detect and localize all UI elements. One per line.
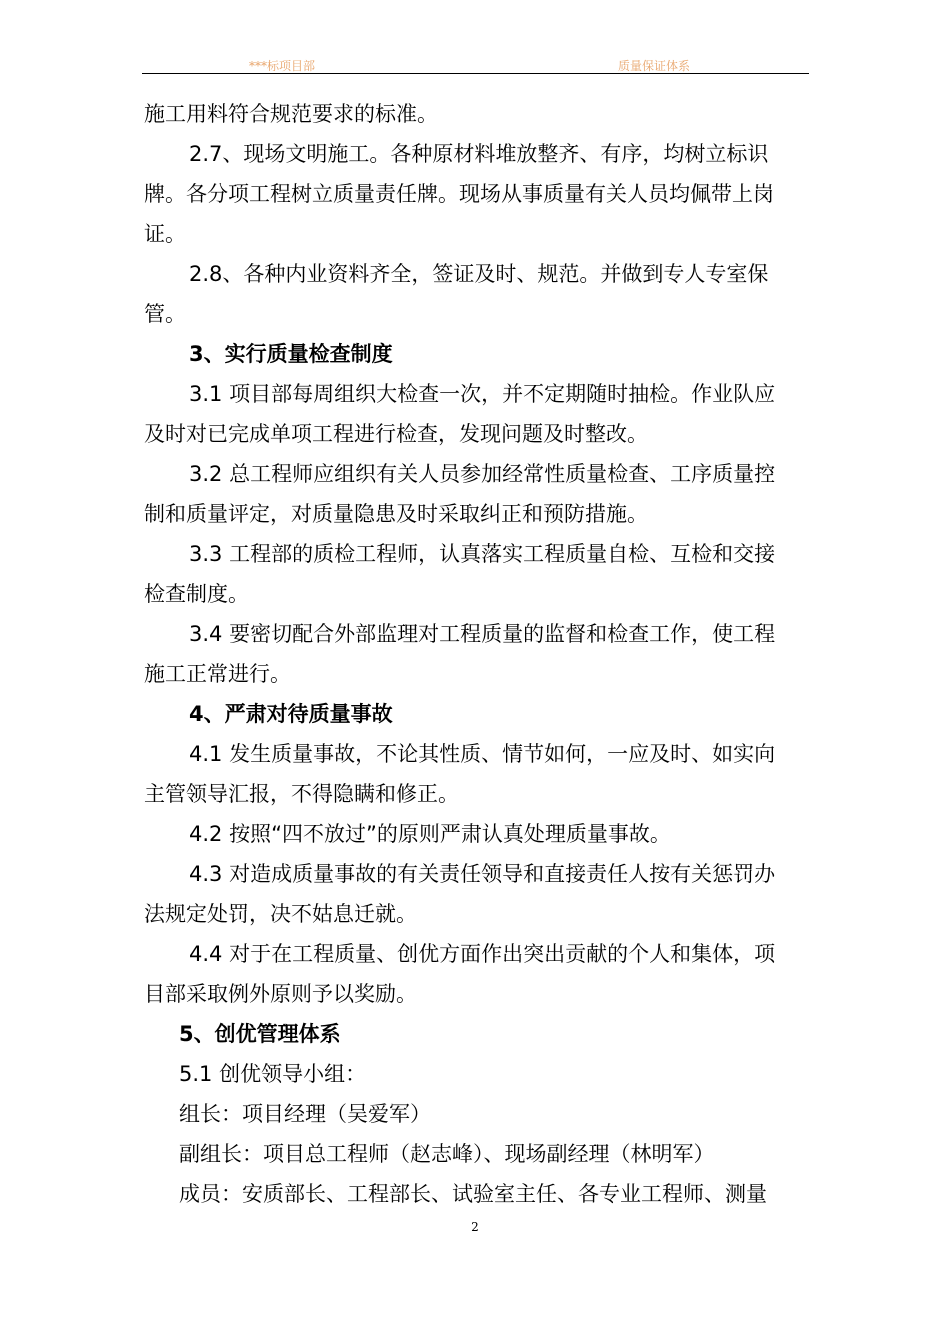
paragraph-line: 制和质量评定，对质量隐患及时采取纠正和预防措施。 xyxy=(144,502,648,526)
paragraph-line: 3.3 工程部的质检工程师，认真落实工程质量自检、互检和交接 xyxy=(189,542,776,566)
paragraph-line: 施工正常进行。 xyxy=(144,662,291,686)
page-number: 2 xyxy=(471,1220,479,1234)
paragraph-line: 5.1 创优领导小组： xyxy=(179,1062,367,1086)
paragraph-line: 3.1 项目部每周组织大检查一次，并不定期随时抽检。作业队应 xyxy=(189,382,776,406)
paragraph-line: 目部采取例外原则予以奖励。 xyxy=(144,982,417,1006)
section-heading: 4、严肃对待质量事故 xyxy=(189,702,393,726)
section-heading: 5、创优管理体系 xyxy=(179,1022,341,1046)
paragraph-line: 3.4 要密切配合外部监理对工程质量的监督和检查工作，使工程 xyxy=(189,622,776,646)
document-body xyxy=(144,94,808,1214)
paragraph-line: 2.8、各种内业资料齐全，签证及时、规范。并做到专人专室保 xyxy=(189,262,769,286)
paragraph-line: 成员：安质部长、工程部长、试验室主任、各专业工程师、测量 xyxy=(179,1182,767,1206)
paragraph-line: 施工用料符合规范要求的标准。 xyxy=(144,102,438,126)
paragraph-line: 管。 xyxy=(144,302,186,326)
paragraph-line: 主管领导汇报，不得隐瞒和修正。 xyxy=(144,782,459,806)
paragraph-line: 3.2 总工程师应组织有关人员参加经常性质量检查、工序质量控 xyxy=(189,462,776,486)
section-heading: 3、实行质量检查制度 xyxy=(189,342,393,366)
paragraph-line: 副组长：项目总工程师（赵志峰）、现场副经理（林明军） xyxy=(179,1142,715,1166)
header-document-title: 质量保证体系 xyxy=(618,59,691,73)
paragraph-line: 牌。各分项工程树立质量责任牌。现场从事质量有关人员均佩带上岗 xyxy=(144,182,774,206)
paragraph-line: 组长：项目经理（吴爱军） xyxy=(179,1102,431,1126)
header-project-name: ***标项目部 xyxy=(249,59,316,73)
page-header xyxy=(142,55,809,74)
paragraph-line: 4.3 对造成质量事故的有关责任领导和直接责任人按有关惩罚办 xyxy=(189,862,776,886)
paragraph-line: 4.4 对于在工程质量、创优方面作出突出贡献的个人和集体，项 xyxy=(189,942,776,966)
paragraph-line: 2.7、现场文明施工。各种原材料堆放整齐、有序，均树立标识 xyxy=(189,142,769,166)
paragraph-line: 4.1 发生质量事故，不论其性质、情节如何，一应及时、如实向 xyxy=(189,742,776,766)
paragraph-line: 证。 xyxy=(144,222,186,246)
paragraph-line: 检查制度。 xyxy=(144,582,249,606)
paragraph-line: 法规定处罚，决不姑息迁就。 xyxy=(144,902,417,926)
paragraph-line: 及时对已完成单项工程进行检查，发现问题及时整改。 xyxy=(144,422,648,446)
paragraph-line: 4.2 按照“四不放过”的原则严肃认真处理质量事故。 xyxy=(189,822,671,846)
